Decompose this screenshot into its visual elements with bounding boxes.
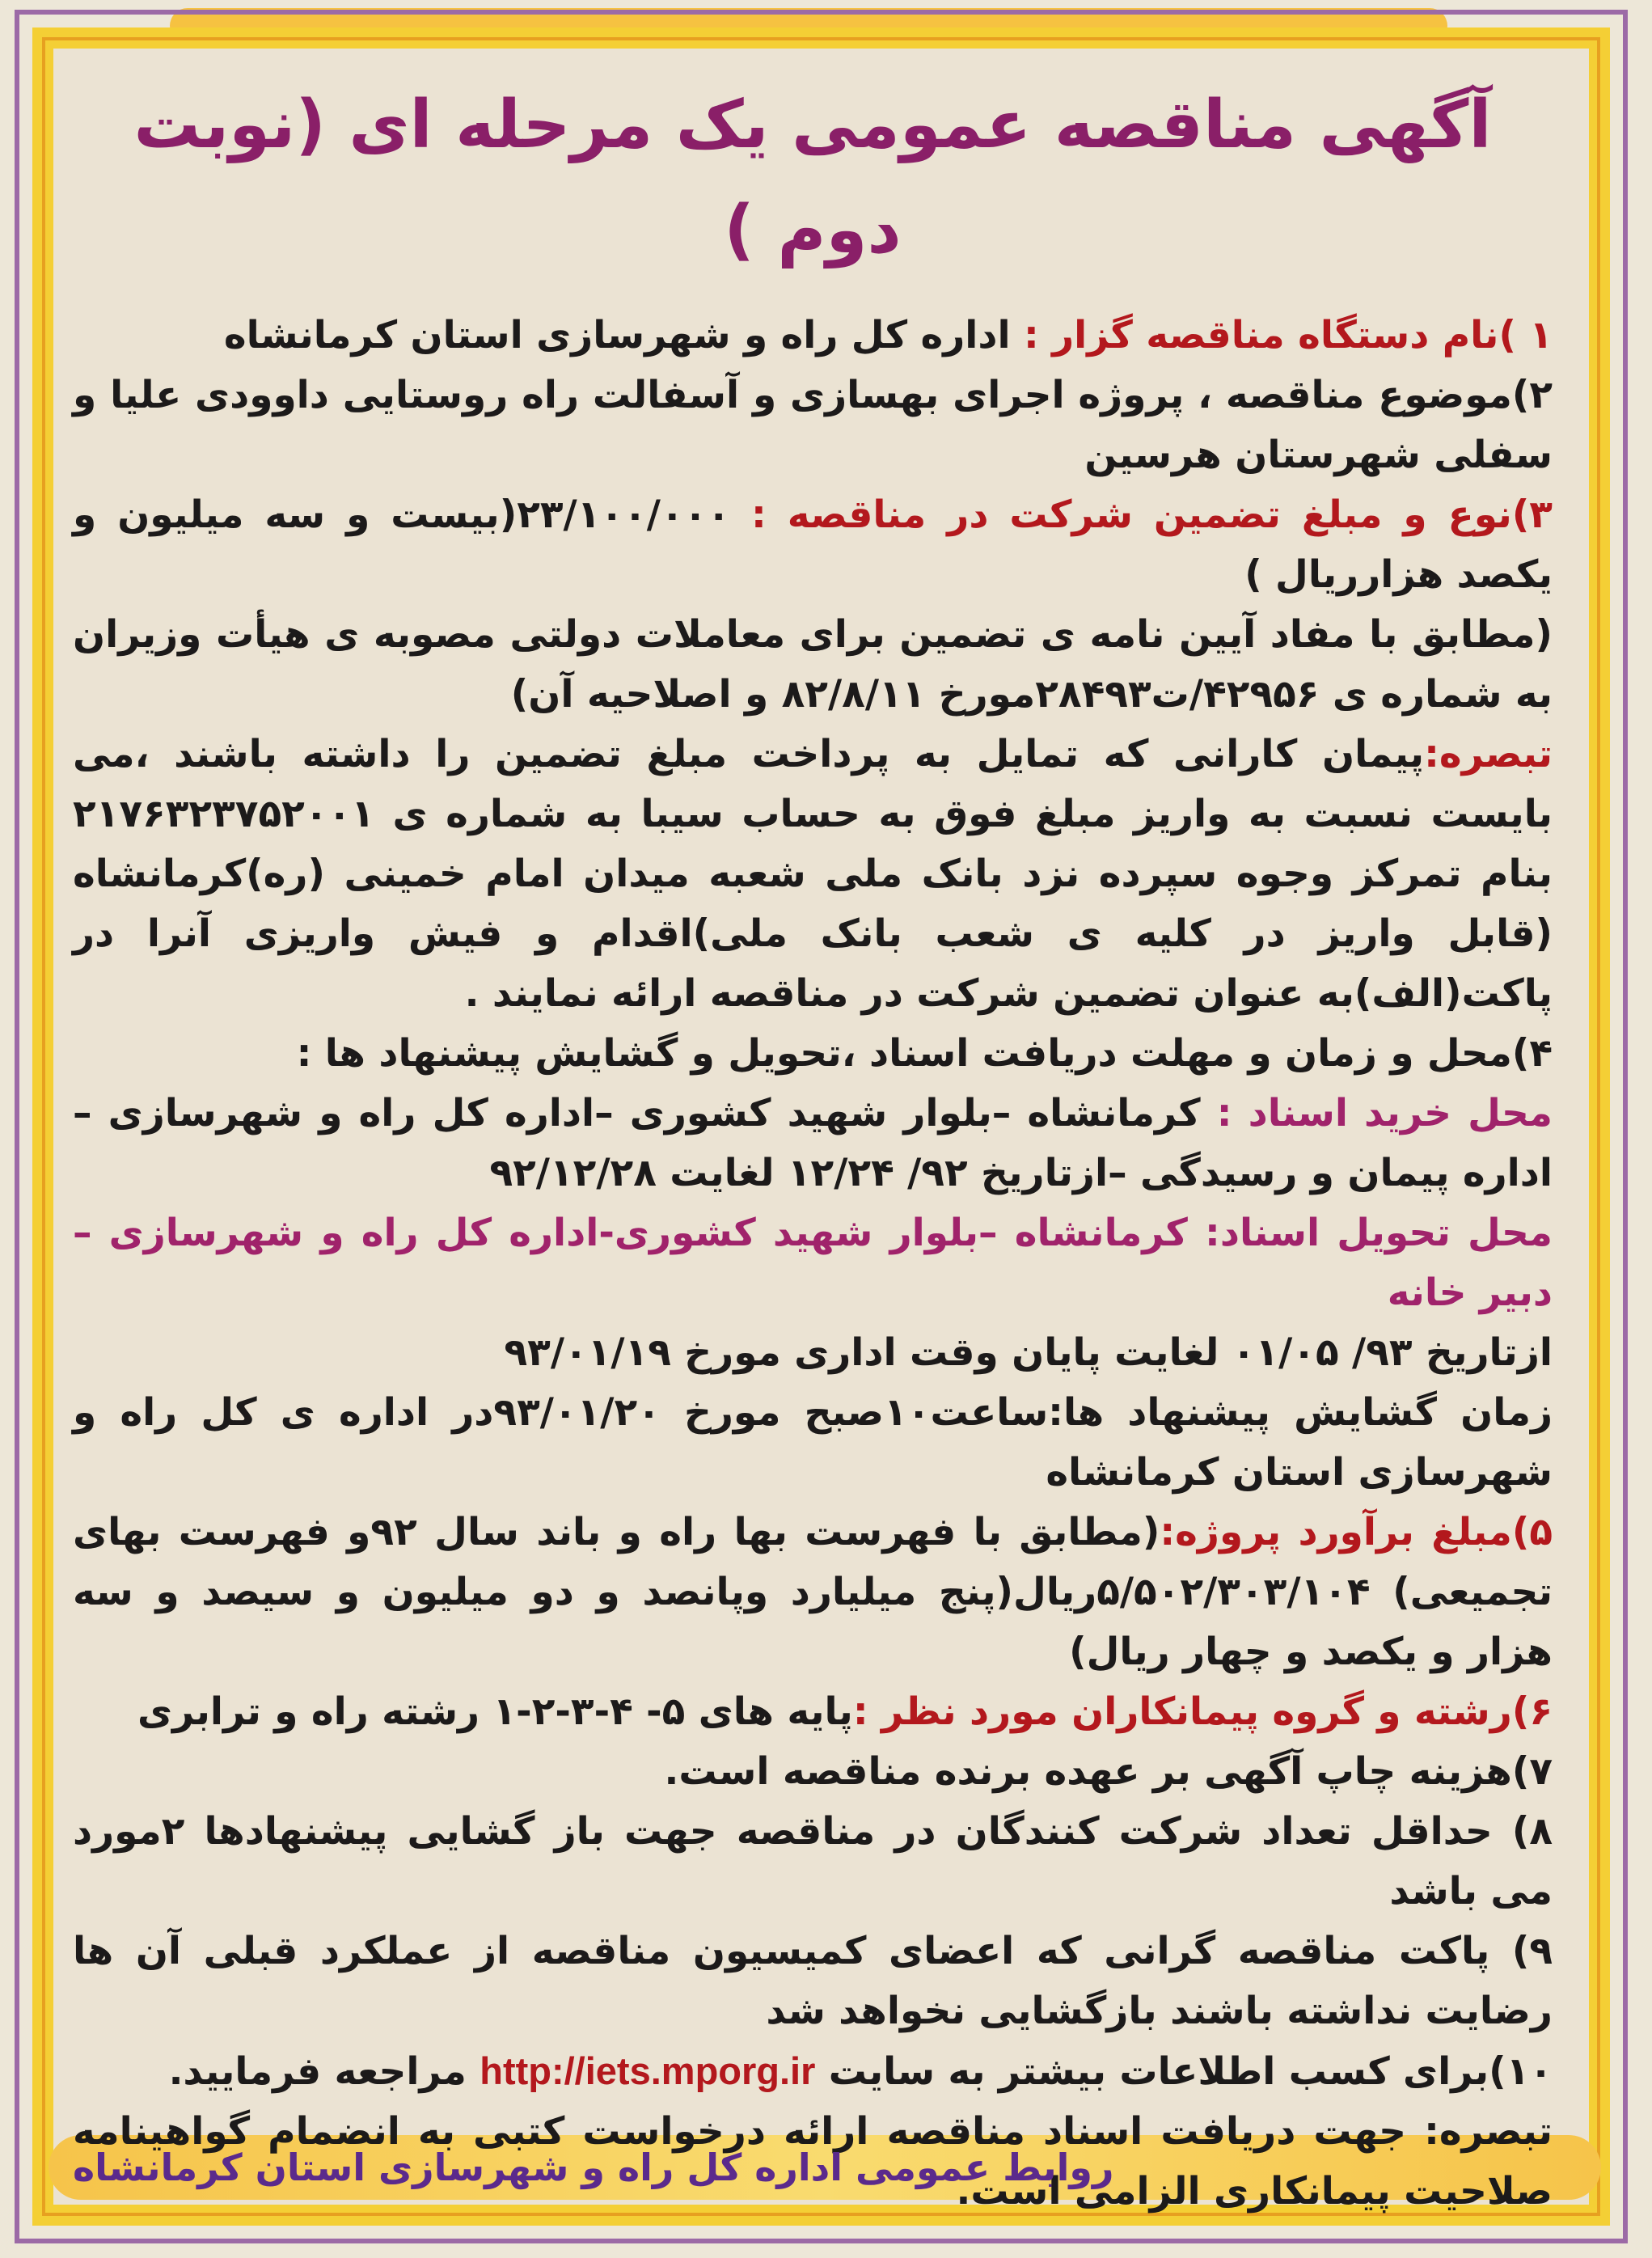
- note-1: [73, 725, 1553, 1024]
- purchase-location: [73, 1084, 1553, 1203]
- item-3-label: ۳)نوع و مبلغ تضمین شرکت در مناقصه :: [730, 493, 1553, 537]
- note-1-label: تبصره:: [1424, 732, 1553, 776]
- item-2: ۲)موضوع مناقصه ، پروژه اجرای بهسازی و آسفالت راه روستایی داوودی علیا و سفلی شهرستان هرسین: [73, 373, 1553, 477]
- purchase-label: محل خرید اسناد :: [1200, 1091, 1553, 1135]
- website-link[interactable]: http://iets.mporg.ir: [480, 2049, 816, 2092]
- note-1-text: پیمان کارانی که تمایل به پرداخت مبلغ تضمین را داشته باشند ،می بایست نسبت به واریز مبلغ فوق به حساب سیبا به شماره ی ۲۱۷۶۳۲۳۷۵۲۰۰۱ بنام تمرکز وجوه سپرده نزد بانک ملی شعبه میدان امام خمینی (ره)کرمانشاه (قابل واریز در کلیه ی شعب بانک ملی)اقدام و فیش واریزی آنرا در پاکت(الف)به عنوان تضمین شرکت در مناقصه ارائه نمایند .: [73, 732, 1553, 1016]
- item-6-text: پایه های ۵- ۴-۳-۲-۱ رشته راه و ترابری: [137, 1689, 853, 1734]
- item-1-label: ۱ )نام دستگاه مناقصه گزار :: [1010, 313, 1553, 357]
- item-6: [73, 1682, 1553, 1742]
- delivery-place: کرمانشاه –بلوار شهید کشوری-اداره کل راه و شهرسازی –دبیر خانه: [73, 1211, 1553, 1315]
- item-9: ۹) پاکت مناقصه گرانی که اعضای کمیسیون مناقصه از عملکرد قبلی آن ها رضایت نداشته باشند بازگشایی نخواهد شد: [73, 1929, 1553, 2033]
- delivery-dates: ازتاریخ ۹۳/ ۰۱/۰۵ لغایت پایان وقت اداری مورخ ۹۳/۰۱/۱۹: [504, 1330, 1553, 1375]
- item-10-after: مراجعه فرمایید.: [168, 2049, 467, 2094]
- note-2: تبصره: جهت دریافت اسناد مناقصه ارائه درخواست کتبی به انضمام گواهینامه صلاحیت پیمانکاری الزامی است.: [73, 2109, 1553, 2214]
- footer-signature: [57, 2142, 1593, 2193]
- announcement-title: آگهی مناقصه عمومی یک مرحله ای (نوبت دوم ): [133, 87, 1492, 269]
- item-7: ۷)هزینه چاپ آگهی بر عهده برنده مناقصه است.: [664, 1749, 1553, 1794]
- delivery-label: محل تحویل اسناد:: [1187, 1211, 1553, 1255]
- item-8: ۸) حداقل تعداد شرکت کنندگان در مناقصه جهت باز گشایی پیشنهادها ۲مورد می باشد: [73, 1809, 1553, 1913]
- item-3: [73, 485, 1553, 605]
- item-5-label: ۵)مبلغ برآورد پروژه:: [1160, 1510, 1553, 1554]
- item-1: [73, 306, 1553, 366]
- item-5: [73, 1503, 1553, 1682]
- delivery-location: [73, 1203, 1553, 1323]
- opening-time: زمان گشایش پیشنهاد ها:ساعت۱۰صبح مورخ ۹۳/۰۱/۲۰در اداره ی کل راه و شهرسازی استان کرمانشاه: [73, 1390, 1553, 1495]
- item-10-before: ۱۰)برای کسب اطلاعات بیشتر به سایت: [828, 2049, 1553, 2094]
- item-1-text: اداره کل راه و شهرسازی استان کرمانشاه: [223, 313, 1011, 357]
- item-5-text: (مطابق با فهرست بها راه و باند سال ۹۲و فهرست بهای تجمیعی) ۵/۵۰۲/۳۰۳/۱۰۴ریال(پنج میلیارد وپانصد و دو میلیون و سیصد و سه هزار و یکصد و چهار ریال): [73, 1510, 1553, 1674]
- item-6-label: ۶)رشته و گروه پیمانکاران مورد نظر :: [852, 1689, 1553, 1734]
- item-4: ۴)محل و زمان و مهلت دریافت اسناد ،تحویل و گشایش پیشنهاد ها :: [296, 1031, 1553, 1076]
- purchase-text: کرمانشاه –بلوار شهید کشوری –اداره کل راه و شهرسازی –اداره پیمان و رسیدگی –ازتاریخ ۹۲/ ۱۲/۲۴ لغایت ۹۲/۱۲/۲۸: [73, 1091, 1553, 1195]
- item-10: [73, 2041, 1553, 2102]
- item-3-note: (مطابق با مفاد آیین نامه ی تضمین برای معاملات دولتی مصوبه ی هیأت وزیران به شماره ی ۴۲۹۵۶/ت۲۸۴۹۳مورخ ۸۲/۸/۱۱ و اصلاحیه آن): [73, 612, 1553, 717]
- item-3-text: ۲۳/۱۰۰/۰۰۰(بیست و سه میلیون و یکصد هزارریال ): [73, 493, 1553, 597]
- footer-text: روابط عمومی اداره کل راه و شهرسازی استان کرمانشاه: [73, 2146, 1114, 2189]
